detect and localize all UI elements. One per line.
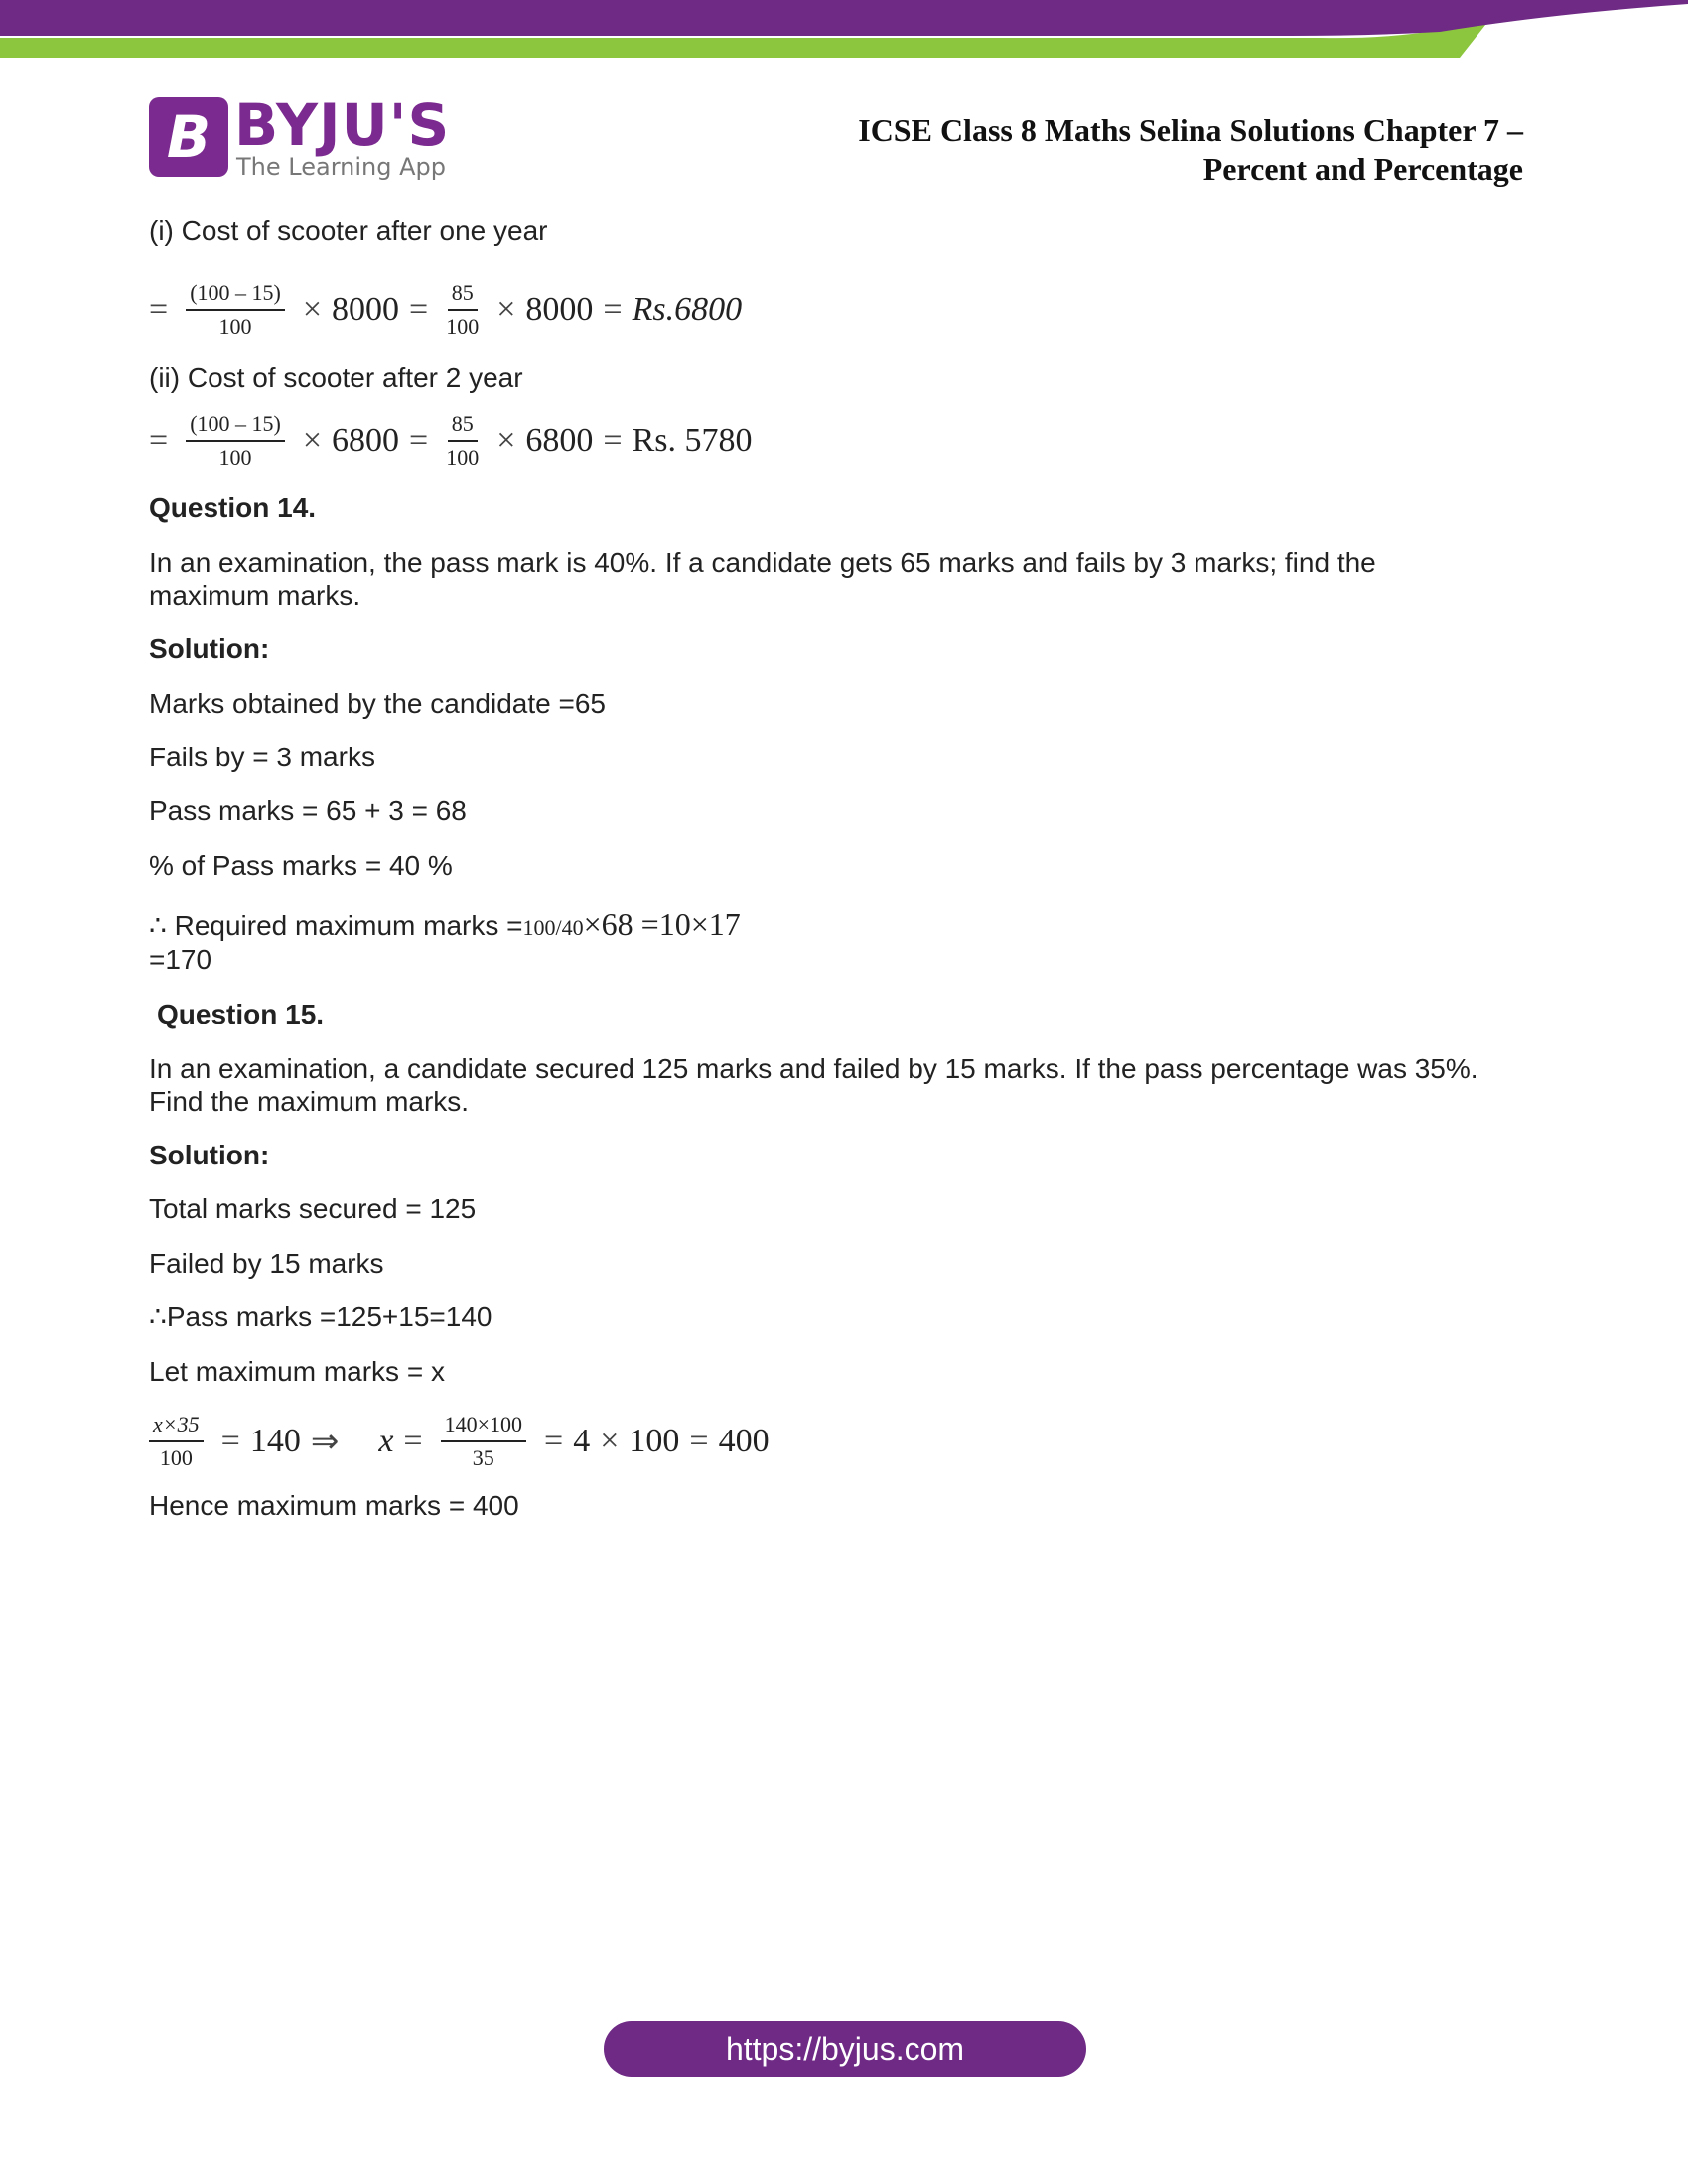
fraction-denominator: 100	[446, 445, 480, 470]
equation-result: Rs.6800	[632, 291, 743, 328]
question-15-heading: Question 15.	[157, 999, 325, 1029]
question-15-text-line-2: Find the maximum marks.	[149, 1086, 470, 1117]
fraction	[186, 280, 285, 340]
fraction-numerator: 85	[448, 280, 478, 311]
fraction	[446, 411, 479, 471]
operand: 6800	[332, 422, 400, 459]
equals-sign: =	[409, 291, 429, 328]
fraction-numerator: x×35	[149, 1412, 204, 1442]
operand: 8000	[332, 291, 400, 328]
equals-sign: =	[409, 422, 429, 459]
operand: 4	[573, 1423, 591, 1459]
page-title	[858, 111, 1523, 189]
q13-equation-2	[149, 411, 753, 471]
equation-result: 400	[718, 1423, 770, 1459]
times-sign: ×	[496, 422, 516, 459]
solution-14-step-2: Fails by = 3 marks	[149, 742, 375, 772]
solution-14-step-1: Marks obtained by the candidate =65	[149, 688, 606, 719]
top-banner	[0, 0, 1688, 60]
implies-arrow: ⇒	[310, 1424, 340, 1460]
fraction	[149, 1412, 204, 1471]
q13-equation-1	[149, 280, 742, 340]
fraction	[446, 280, 479, 340]
solution-15-step-4: Let maximum marks = x	[149, 1356, 445, 1387]
fraction-numerator: (100 – 15)	[186, 280, 285, 311]
solution-14-step-6: =170	[149, 944, 212, 975]
byjus-logo[interactable]	[149, 91, 451, 181]
q13-part2-text: (ii) Cost of scooter after 2 year	[149, 362, 523, 393]
solution-15-label: Solution:	[149, 1140, 270, 1170]
fraction	[441, 1412, 526, 1471]
fraction-numerator: (100 – 15)	[186, 411, 285, 442]
solution-15-conclusion: Hence maximum marks = 400	[149, 1490, 519, 1521]
title-line-1: ICSE Class 8 Maths Selina Solutions Chapter 7 –	[858, 112, 1523, 148]
title-line-2: Percent and Percentage	[1202, 151, 1523, 187]
solution-14-step-5	[149, 907, 741, 945]
operand: 100	[629, 1423, 680, 1459]
step-5-prefix: ∴ Required maximum marks =	[149, 910, 523, 941]
logo-tagline: The Learning App	[236, 153, 446, 181]
operand: 6800	[525, 422, 594, 459]
question-15-text-line-1: In an examination, a candidate secured 125 marks and failed by 15 marks. If the pass percentage was 35%.	[149, 1053, 1478, 1084]
fraction-numerator: 85	[448, 411, 478, 442]
operand: 140	[249, 1423, 301, 1459]
question-14-heading: Question 14.	[149, 492, 317, 523]
equals-sign: =	[603, 422, 623, 459]
solution-15-step-3: ∴Pass marks =125+15=140	[149, 1301, 492, 1332]
equals-sign: =	[403, 1423, 423, 1459]
question-14-text-line-1: In an examination, the pass mark is 40%. If a candidate gets 65 marks and fails by 3 marks; find the	[149, 547, 1376, 578]
fraction-denominator: 100	[218, 314, 252, 339]
solution-14-step-4: % of Pass marks = 40 %	[149, 850, 453, 881]
fraction-denominator: 100	[218, 445, 252, 470]
times-sign: ×	[302, 291, 323, 328]
solution-15-step-2: Failed by 15 marks	[149, 1248, 384, 1279]
fraction-denominator: 100	[159, 1445, 193, 1470]
operand: 8000	[525, 291, 594, 328]
fraction	[186, 411, 285, 471]
step-5-math: ×68 =10×17	[583, 906, 741, 942]
equals-sign: =	[149, 291, 169, 328]
logo-badge	[149, 97, 228, 177]
fraction-denominator: 100	[446, 314, 480, 339]
website-link-button[interactable]: https://byjus.com	[604, 2021, 1086, 2077]
q13-part1-text: (i) Cost of scooter after one year	[149, 215, 548, 246]
solution-14-step-3: Pass marks = 65 + 3 = 68	[149, 795, 467, 826]
times-sign: ×	[496, 291, 516, 328]
q15-equation	[149, 1412, 770, 1471]
solution-15-step-1: Total marks secured = 125	[149, 1193, 477, 1224]
equals-sign: =	[544, 1423, 564, 1459]
step-5-fraction: 100/40	[522, 915, 584, 940]
logo-name: BYJU'S	[234, 91, 451, 159]
equation-result: Rs. 5780	[632, 422, 753, 459]
equals-sign: =	[603, 291, 623, 328]
solution-14-label: Solution:	[149, 633, 270, 664]
times-sign: ×	[600, 1423, 620, 1459]
variable-x: x	[378, 1423, 394, 1459]
logo-letter: B	[166, 103, 211, 171]
equals-sign: =	[220, 1423, 240, 1459]
equals-sign: =	[149, 422, 169, 459]
times-sign: ×	[302, 422, 323, 459]
fraction-denominator: 35	[472, 1445, 494, 1470]
fraction-numerator: 140×100	[441, 1412, 526, 1442]
question-14-text-line-2: maximum marks.	[149, 580, 361, 611]
equals-sign: =	[689, 1423, 709, 1459]
